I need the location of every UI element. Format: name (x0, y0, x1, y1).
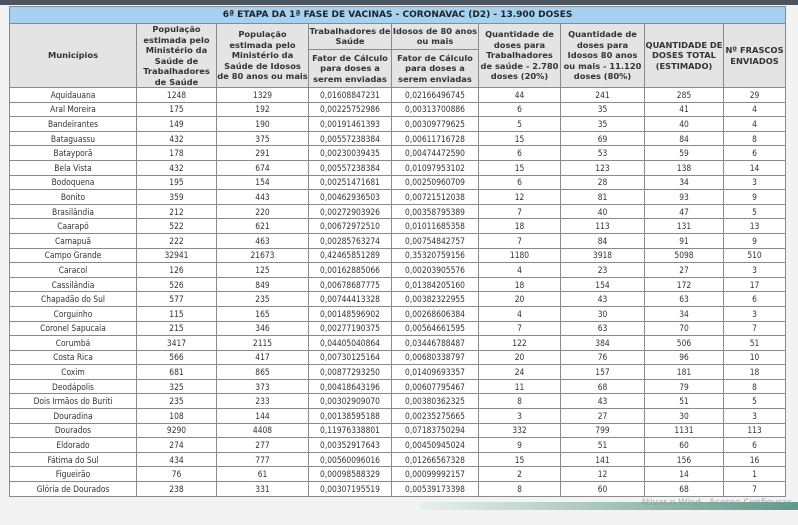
cell-qtd-trabalhadores: 15 (479, 452, 561, 467)
cell-qtd-trabalhadores: 122 (479, 336, 561, 351)
cell-pop-idosos: 443 (217, 190, 309, 205)
cell-qtd-idosos: 60 (561, 482, 645, 497)
cell-municipio: Fátima do Sul (10, 452, 137, 467)
cell-qtd-total: 34 (645, 306, 724, 321)
cell-pop-idosos: 417 (217, 350, 309, 365)
cell-pop-idosos: 125 (217, 263, 309, 278)
cell-qtd-total: 91 (645, 233, 724, 248)
cell-fator-idosos: 0,00268606384 (392, 306, 479, 321)
cell-pop-trabalhadores: 76 (137, 467, 217, 482)
cell-frascos: 29 (724, 88, 786, 103)
cell-municipio: Eldorado (10, 438, 137, 453)
table-row (10, 160, 786, 175)
cell-pop-trabalhadores: 432 (137, 160, 217, 175)
cell-qtd-total: 84 (645, 131, 724, 146)
cell-pop-idosos: 865 (217, 365, 309, 380)
cell-pop-trabalhadores: 577 (137, 292, 217, 307)
cell-qtd-trabalhadores: 6 (479, 175, 561, 190)
cell-municipio: Douradina (10, 409, 137, 424)
cell-qtd-total: 96 (645, 350, 724, 365)
cell-pop-trabalhadores: 126 (137, 263, 217, 278)
cell-fator-trabalhadores: 0,00462936503 (309, 190, 392, 205)
cell-qtd-total: 60 (645, 438, 724, 453)
cell-qtd-idosos: 23 (561, 263, 645, 278)
table-row (10, 204, 786, 219)
cell-qtd-idosos: 43 (561, 394, 645, 409)
cell-qtd-trabalhadores: 15 (479, 131, 561, 146)
table-row (10, 117, 786, 132)
table-row (10, 233, 786, 248)
cell-qtd-idosos: 51 (561, 438, 645, 453)
cell-frascos: 9 (724, 190, 786, 205)
cell-fator-idosos: 0,00754842757 (392, 233, 479, 248)
cell-qtd-trabalhadores: 8 (479, 394, 561, 409)
cell-qtd-total: 93 (645, 190, 724, 205)
cell-pop-idosos: 192 (217, 102, 309, 117)
cell-qtd-trabalhadores: 332 (479, 423, 561, 438)
cell-pop-idosos: 154 (217, 175, 309, 190)
header-fator-idosos: Fator de Cálculo para doses a serem enviadas (392, 49, 479, 87)
cell-qtd-trabalhadores: 2 (479, 467, 561, 482)
cell-frascos: 3 (724, 175, 786, 190)
cell-frascos: 13 (724, 219, 786, 234)
cell-municipio: Batayporã (10, 146, 137, 161)
cell-municipio: Corumbá (10, 336, 137, 351)
cell-pop-idosos: 2115 (217, 336, 309, 351)
windows-activation-watermark: Ativar o Wind (640, 497, 701, 508)
cell-qtd-total: 47 (645, 204, 724, 219)
table-row (10, 306, 786, 321)
cell-fator-idosos: 0,00203905576 (392, 263, 479, 278)
cell-fator-trabalhadores: 0,00678687775 (309, 277, 392, 292)
table-title: 6ª ETAPA DA 1ª FASE DE VACINAS - CORONAVAC (D2) - 13.900 DOSES (10, 7, 786, 24)
cell-pop-trabalhadores: 115 (137, 306, 217, 321)
cell-qtd-idosos: 69 (561, 131, 645, 146)
cell-qtd-total: 30 (645, 409, 724, 424)
cell-frascos: 14 (724, 160, 786, 175)
cell-fator-idosos: 0,00313700886 (392, 102, 479, 117)
cell-fator-idosos: 0,00099992157 (392, 467, 479, 482)
table-row (10, 175, 786, 190)
cell-fator-trabalhadores: 0,01608847231 (309, 88, 392, 103)
cell-fator-trabalhadores: 0,00418643196 (309, 379, 392, 394)
header-frascos: Nº FRASCOS ENVIADOS (724, 24, 786, 88)
cell-qtd-trabalhadores: 3 (479, 409, 561, 424)
cell-fator-idosos: 0,00358795389 (392, 204, 479, 219)
cell-fator-trabalhadores: 0,00272903926 (309, 204, 392, 219)
table-row (10, 350, 786, 365)
cell-frascos: 10 (724, 350, 786, 365)
cell-qtd-trabalhadores: 20 (479, 350, 561, 365)
table-row (10, 438, 786, 453)
header-fator-trabalhadores: Fator de Cálculo para doses a serem enviadas (309, 49, 392, 87)
cell-municipio: Caracol (10, 263, 137, 278)
cell-municipio: Bandeirantes (10, 117, 137, 132)
cell-qtd-idosos: 157 (561, 365, 645, 380)
cell-fator-trabalhadores: 0,00302909070 (309, 394, 392, 409)
cell-fator-idosos: 0,01266567328 (392, 452, 479, 467)
cell-municipio: Bonito (10, 190, 137, 205)
cell-municipio: Bodoquena (10, 175, 137, 190)
cell-municipio: Coronel Sapucaia (10, 321, 137, 336)
table-row (10, 379, 786, 394)
cell-fator-trabalhadores: 0,00138595188 (309, 409, 392, 424)
cell-qtd-trabalhadores: 7 (479, 321, 561, 336)
cell-fator-idosos: 0,01011685358 (392, 219, 479, 234)
cell-pop-trabalhadores: 178 (137, 146, 217, 161)
table-row (10, 321, 786, 336)
cell-frascos: 5 (724, 204, 786, 219)
cell-fator-trabalhadores: 0,00557238384 (309, 160, 392, 175)
cell-frascos: 3 (724, 263, 786, 278)
cell-qtd-idosos: 154 (561, 277, 645, 292)
cell-qtd-idosos: 53 (561, 146, 645, 161)
table-row (10, 102, 786, 117)
cell-pop-trabalhadores: 215 (137, 321, 217, 336)
cell-municipio: Brasilândia (10, 204, 137, 219)
cell-pop-idosos: 849 (217, 277, 309, 292)
cell-pop-trabalhadores: 222 (137, 233, 217, 248)
cell-fator-idosos: 0,03446788487 (392, 336, 479, 351)
cell-fator-trabalhadores: 0,00730125164 (309, 350, 392, 365)
cell-frascos: 510 (724, 248, 786, 263)
cell-qtd-idosos: 81 (561, 190, 645, 205)
cell-municipio: Camapuã (10, 233, 137, 248)
cell-qtd-idosos: 76 (561, 350, 645, 365)
cell-qtd-idosos: 68 (561, 379, 645, 394)
cell-qtd-trabalhadores: 5 (479, 117, 561, 132)
cell-pop-trabalhadores: 526 (137, 277, 217, 292)
cell-qtd-total: 506 (645, 336, 724, 351)
cell-qtd-total: 59 (645, 146, 724, 161)
table-row (10, 365, 786, 380)
cell-qtd-total: 68 (645, 482, 724, 497)
cell-municipio: Aquidauana (10, 88, 137, 103)
cell-qtd-total: 79 (645, 379, 724, 394)
table-row (10, 409, 786, 424)
cell-municipio: Caarapó (10, 219, 137, 234)
cell-frascos: 3 (724, 306, 786, 321)
cell-municipio: Bela Vista (10, 160, 137, 175)
table-row (10, 263, 786, 278)
header-idosos-group: Idosos de 80 anos ou mais (392, 24, 479, 50)
cell-frascos: 16 (724, 452, 786, 467)
cell-fator-idosos: 0,35320759156 (392, 248, 479, 263)
cell-qtd-total: 181 (645, 365, 724, 380)
cell-fator-idosos: 0,01097953102 (392, 160, 479, 175)
cell-municipio: Corguinho (10, 306, 137, 321)
cell-pop-trabalhadores: 32941 (137, 248, 217, 263)
cell-qtd-total: 51 (645, 394, 724, 409)
cell-pop-trabalhadores: 3417 (137, 336, 217, 351)
cell-pop-trabalhadores: 212 (137, 204, 217, 219)
cell-qtd-idosos: 123 (561, 160, 645, 175)
cell-pop-idosos: 235 (217, 292, 309, 307)
cell-frascos: 7 (724, 482, 786, 497)
cell-fator-idosos: 0,00235275665 (392, 409, 479, 424)
cell-qtd-total: 172 (645, 277, 724, 292)
cell-qtd-trabalhadores: 1180 (479, 248, 561, 263)
cell-fator-trabalhadores: 0,00251471681 (309, 175, 392, 190)
cell-qtd-total: 70 (645, 321, 724, 336)
cell-qtd-trabalhadores: 7 (479, 204, 561, 219)
cell-pop-trabalhadores: 149 (137, 117, 217, 132)
table-row (10, 131, 786, 146)
cell-frascos: 9 (724, 233, 786, 248)
vaccine-distribution-table (9, 6, 786, 497)
cell-fator-trabalhadores: 0,00560096016 (309, 452, 392, 467)
cell-qtd-idosos: 35 (561, 102, 645, 117)
cell-municipio: Figueirão (10, 467, 137, 482)
cell-pop-trabalhadores: 359 (137, 190, 217, 205)
cell-pop-trabalhadores: 175 (137, 102, 217, 117)
cell-fator-idosos: 0,00380362325 (392, 394, 479, 409)
cell-qtd-trabalhadores: 15 (479, 160, 561, 175)
cell-qtd-trabalhadores: 9 (479, 438, 561, 453)
table-row (10, 394, 786, 409)
cell-fator-trabalhadores: 0,00148596902 (309, 306, 392, 321)
cell-fator-idosos: 0,07183750294 (392, 423, 479, 438)
cell-fator-trabalhadores: 0,00744413328 (309, 292, 392, 307)
cell-pop-trabalhadores: 195 (137, 175, 217, 190)
table-row (10, 452, 786, 467)
cell-municipio: Deodápolis (10, 379, 137, 394)
cell-qtd-idosos: 63 (561, 321, 645, 336)
cell-pop-idosos: 1329 (217, 88, 309, 103)
cell-fator-trabalhadores: 0,00307195519 (309, 482, 392, 497)
cell-qtd-trabalhadores: 8 (479, 482, 561, 497)
cell-qtd-trabalhadores: 6 (479, 146, 561, 161)
cell-pop-trabalhadores: 325 (137, 379, 217, 394)
cell-qtd-idosos: 35 (561, 117, 645, 132)
table-row (10, 248, 786, 263)
cell-qtd-trabalhadores: 4 (479, 306, 561, 321)
cell-municipio: Aral Moreira (10, 102, 137, 117)
table-row (10, 467, 786, 482)
cell-qtd-total: 63 (645, 292, 724, 307)
cell-municipio: Dois Irmãos do Buriti (10, 394, 137, 409)
cell-qtd-total: 34 (645, 175, 724, 190)
windows-activation-watermark-sub: Acesse Configuraç (708, 497, 792, 508)
cell-municipio: Coxim (10, 365, 137, 380)
cell-frascos: 6 (724, 292, 786, 307)
cell-qtd-idosos: 12 (561, 467, 645, 482)
cell-pop-trabalhadores: 681 (137, 365, 217, 380)
cell-qtd-idosos: 30 (561, 306, 645, 321)
cell-fator-idosos: 0,00309779625 (392, 117, 479, 132)
header-qtd-total: QUANTIDADE DE DOSES TOTAL (ESTIMADO) (645, 24, 724, 88)
table-row (10, 277, 786, 292)
cell-qtd-trabalhadores: 18 (479, 219, 561, 234)
table-row (10, 88, 786, 103)
cell-qtd-trabalhadores: 11 (479, 379, 561, 394)
cell-qtd-trabalhadores: 4 (479, 263, 561, 278)
cell-fator-trabalhadores: 0,42465851289 (309, 248, 392, 263)
cell-qtd-total: 27 (645, 263, 724, 278)
cell-qtd-idosos: 113 (561, 219, 645, 234)
cell-qtd-idosos: 241 (561, 88, 645, 103)
table-row (10, 146, 786, 161)
cell-pop-trabalhadores: 238 (137, 482, 217, 497)
header-trabalhadores-group: Trabalhadores de Saúde (309, 24, 392, 50)
cell-qtd-trabalhadores: 24 (479, 365, 561, 380)
cell-municipio: Glória de Dourados (10, 482, 137, 497)
cell-fator-trabalhadores: 0,00352917643 (309, 438, 392, 453)
cell-frascos: 3 (724, 409, 786, 424)
cell-frascos: 51 (724, 336, 786, 351)
cell-pop-idosos: 777 (217, 452, 309, 467)
cell-pop-idosos: 375 (217, 131, 309, 146)
cell-fator-trabalhadores: 0,00877293250 (309, 365, 392, 380)
cell-fator-idosos: 0,00539173398 (392, 482, 479, 497)
table-row (10, 423, 786, 438)
cell-qtd-total: 138 (645, 160, 724, 175)
cell-pop-trabalhadores: 1248 (137, 88, 217, 103)
cell-fator-trabalhadores: 0,00557238384 (309, 131, 392, 146)
cell-frascos: 1 (724, 467, 786, 482)
cell-frascos: 8 (724, 379, 786, 394)
cell-qtd-idosos: 40 (561, 204, 645, 219)
header-pop-trabalhadores: População estimada pelo Ministério da Saúde de Trabalhadores de Saúde (137, 24, 217, 88)
cell-frascos: 18 (724, 365, 786, 380)
cell-pop-trabalhadores: 274 (137, 438, 217, 453)
cell-qtd-total: 131 (645, 219, 724, 234)
cell-qtd-total: 14 (645, 467, 724, 482)
cell-fator-trabalhadores: 0,00225752986 (309, 102, 392, 117)
cell-fator-trabalhadores: 0,04405040864 (309, 336, 392, 351)
cell-fator-idosos: 0,00382322955 (392, 292, 479, 307)
cell-fator-trabalhadores: 0,00230039435 (309, 146, 392, 161)
cell-qtd-trabalhadores: 18 (479, 277, 561, 292)
cell-pop-idosos: 346 (217, 321, 309, 336)
cell-qtd-idosos: 3918 (561, 248, 645, 263)
cell-pop-idosos: 233 (217, 394, 309, 409)
cell-pop-idosos: 21673 (217, 248, 309, 263)
cell-fator-idosos: 0,00721512038 (392, 190, 479, 205)
cell-pop-trabalhadores: 566 (137, 350, 217, 365)
cell-municipio: Cassilândia (10, 277, 137, 292)
cell-frascos: 7 (724, 321, 786, 336)
cell-fator-idosos: 0,00250960709 (392, 175, 479, 190)
header-municipios: Municípios (10, 24, 137, 88)
cell-fator-idosos: 0,00564661595 (392, 321, 479, 336)
cell-fator-idosos: 0,02166496745 (392, 88, 479, 103)
cell-fator-idosos: 0,00450945024 (392, 438, 479, 453)
cell-qtd-idosos: 84 (561, 233, 645, 248)
cell-fator-idosos: 0,00680338797 (392, 350, 479, 365)
cell-qtd-idosos: 384 (561, 336, 645, 351)
cell-frascos: 4 (724, 102, 786, 117)
cell-pop-trabalhadores: 522 (137, 219, 217, 234)
cell-pop-idosos: 621 (217, 219, 309, 234)
cell-municipio: Chapadão do Sul (10, 292, 137, 307)
cell-qtd-idosos: 141 (561, 452, 645, 467)
cell-qtd-total: 156 (645, 452, 724, 467)
cell-qtd-trabalhadores: 20 (479, 292, 561, 307)
cell-qtd-idosos: 28 (561, 175, 645, 190)
cell-frascos: 8 (724, 131, 786, 146)
cell-pop-idosos: 220 (217, 204, 309, 219)
cell-fator-trabalhadores: 0,00285763274 (309, 233, 392, 248)
header-qtd-trabalhadores: Quantidade de doses para Trabalhadores de saúde - 2.780 doses (20%) (479, 24, 561, 88)
cell-qtd-trabalhadores: 44 (479, 88, 561, 103)
cell-fator-idosos: 0,00607795467 (392, 379, 479, 394)
cell-fator-trabalhadores: 0,00191461393 (309, 117, 392, 132)
cell-pop-idosos: 331 (217, 482, 309, 497)
cell-pop-idosos: 190 (217, 117, 309, 132)
footer (0, 498, 798, 510)
top-bar (0, 0, 798, 5)
cell-fator-trabalhadores: 0,11976338801 (309, 423, 392, 438)
windows-activation-watermark-group (641, 498, 792, 509)
cell-pop-trabalhadores: 9290 (137, 423, 217, 438)
cell-pop-idosos: 4408 (217, 423, 309, 438)
header-pop-idosos: População estimada pelo Ministério da Saúde de Idosos de 80 anos ou mais (217, 24, 309, 88)
cell-fator-trabalhadores: 0,00277190375 (309, 321, 392, 336)
cell-fator-trabalhadores: 0,00672972510 (309, 219, 392, 234)
cell-qtd-total: 41 (645, 102, 724, 117)
table-row (10, 482, 786, 497)
table-row (10, 190, 786, 205)
cell-fator-idosos: 0,00474472590 (392, 146, 479, 161)
cell-qtd-trabalhadores: 12 (479, 190, 561, 205)
cell-qtd-total: 1131 (645, 423, 724, 438)
cell-pop-idosos: 674 (217, 160, 309, 175)
header-qtd-idosos: Quantidade de doses para Idosos 80 anos ou mais - 11.120 doses (80%) (561, 24, 645, 88)
cell-qtd-total: 40 (645, 117, 724, 132)
cell-qtd-total: 5098 (645, 248, 724, 263)
cell-qtd-idosos: 799 (561, 423, 645, 438)
cell-fator-trabalhadores: 0,00098588329 (309, 467, 392, 482)
cell-frascos: 6 (724, 146, 786, 161)
cell-municipio: Bataguassu (10, 131, 137, 146)
cell-pop-idosos: 165 (217, 306, 309, 321)
cell-fator-idosos: 0,01409693357 (392, 365, 479, 380)
cell-qtd-trabalhadores: 7 (479, 233, 561, 248)
cell-frascos: 6 (724, 438, 786, 453)
cell-pop-idosos: 61 (217, 467, 309, 482)
table-row (10, 336, 786, 351)
cell-pop-trabalhadores: 432 (137, 131, 217, 146)
cell-municipio: Campo Grande (10, 248, 137, 263)
cell-fator-idosos: 0,00611716728 (392, 131, 479, 146)
cell-pop-idosos: 373 (217, 379, 309, 394)
cell-frascos: 4 (724, 117, 786, 132)
cell-frascos: 5 (724, 394, 786, 409)
table-row (10, 292, 786, 307)
cell-municipio: Dourados (10, 423, 137, 438)
cell-fator-trabalhadores: 0,00162885066 (309, 263, 392, 278)
cell-pop-idosos: 144 (217, 409, 309, 424)
cell-pop-trabalhadores: 108 (137, 409, 217, 424)
cell-qtd-idosos: 27 (561, 409, 645, 424)
cell-pop-idosos: 277 (217, 438, 309, 453)
cell-frascos: 17 (724, 277, 786, 292)
cell-pop-idosos: 291 (217, 146, 309, 161)
cell-municipio: Costa Rica (10, 350, 137, 365)
cell-pop-idosos: 463 (217, 233, 309, 248)
cell-pop-trabalhadores: 434 (137, 452, 217, 467)
cell-pop-trabalhadores: 235 (137, 394, 217, 409)
cell-frascos: 113 (724, 423, 786, 438)
cell-qtd-total: 285 (645, 88, 724, 103)
cell-fator-idosos: 0,01384205160 (392, 277, 479, 292)
table-row (10, 219, 786, 234)
cell-qtd-idosos: 43 (561, 292, 645, 307)
cell-qtd-trabalhadores: 6 (479, 102, 561, 117)
